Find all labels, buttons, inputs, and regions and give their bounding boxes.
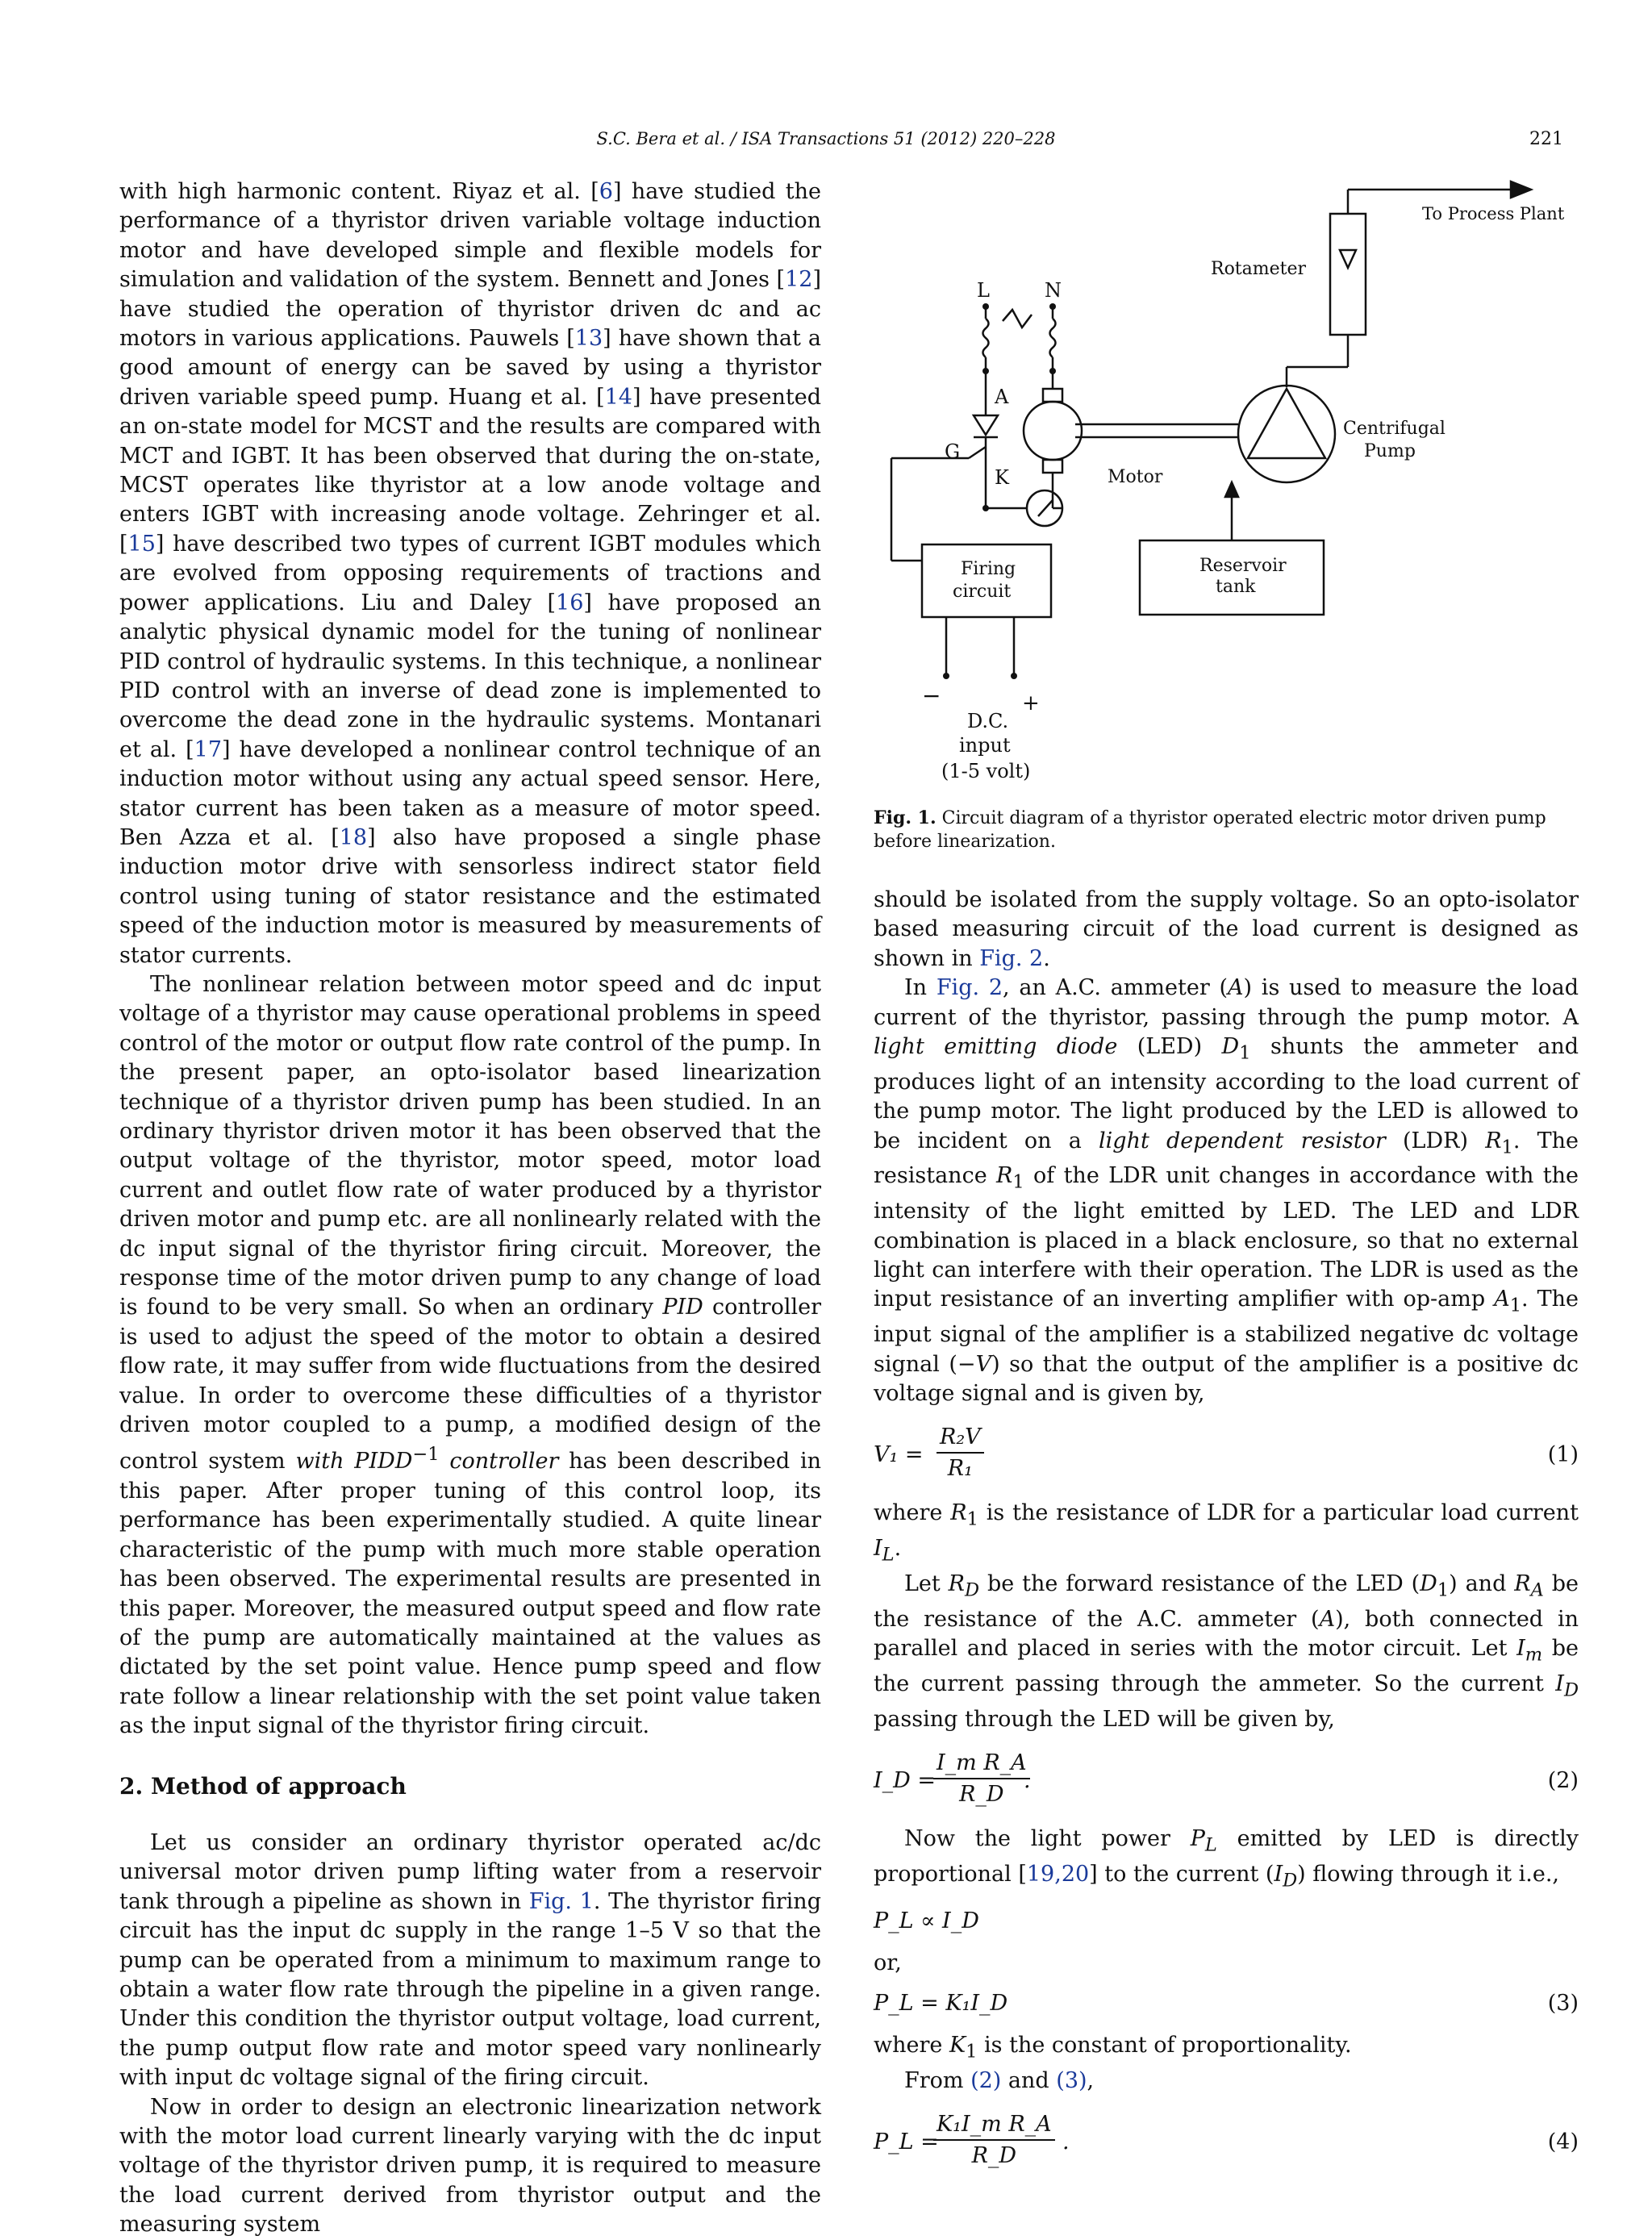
equation-number: (3) bbox=[1547, 1991, 1579, 2017]
label-pump-2: Pump bbox=[1364, 441, 1416, 461]
page-number: 221 bbox=[1529, 129, 1563, 149]
equation-4: P_L = $\frac{\text{K₁I\_m R\_A}}{R\_D}$ . (4) bbox=[874, 2112, 1579, 2169]
label-dc-2: input bbox=[959, 734, 1011, 757]
label-pump-1: Centrifugal bbox=[1343, 419, 1446, 439]
proportionality: P_L ∝ I_D bbox=[874, 1908, 979, 1933]
equation-link[interactable]: (2) bbox=[970, 2068, 1002, 2094]
equation-2: I_D = $\frac{\text{I\_m R\_A}}{R\_D}$ . (2) bbox=[874, 1750, 1579, 1808]
running-head: S.C. Bera et al. / ISA Transactions 51 (2012) 220–228 bbox=[596, 129, 1056, 148]
citation-link[interactable]: 15 bbox=[127, 531, 156, 557]
citation-link[interactable]: 18 bbox=[339, 824, 368, 850]
figure-1 bbox=[874, 177, 1579, 807]
equation-3: P_L = K₁I_D (3) bbox=[874, 1989, 1579, 2020]
paragraph: where $K_1$ is the constant of proportionality. bbox=[874, 2033, 1352, 2063]
label-firing-1: Firing bbox=[961, 559, 1016, 579]
paragraph: with high harmonic content. Riyaz et al. [6] have studied the performance of a thyristor driven variable voltage induction motor and have developed simple and flexible models for simulation and validation of the system. Bennett and Jones [12] have studied the operation of thyristor driven dc and ac motors in various applications. Pauwels [13] have shown that a good amount of energy can be saved by using a thyristor driven variable speed pump. Huang et al. [14] have presented an on-state model for MCST and the results are compared with MCT and IGBT. It has been observed that during the on-state, MCST operates like thyristor at a low anode voltage and enters IGBT with increasing anode voltage. Zehringer et al. [15] have described two types of current IGBT modules which are evolved from opposing requirements of tractions and power applications. Liu and Daley [16] have proposed an analytic physical dynamic model for the tuning of nonlinear PID control of hydraulic systems. In this technique, a nonlinear PID control with an inverse of dead zone is implemented to overcome the dead zone in the hydraulic systems. Montanari et al. [17] have developed a nonlinear control technique of an induction motor without using any actual speed sensor. Here, stator current has been taken as a measure of motor speed. Ben Azza et al. [18] also have proposed a single phase induction motor drive with sensorless indirect stator field control using tuning of stator resistance and the estimated speed of the induction motor is measured by measurements of stator currents. bbox=[119, 179, 822, 968]
equation-number: (4) bbox=[1547, 2129, 1579, 2155]
left-column bbox=[119, 177, 821, 2240]
paragraph: Let us consider an ordinary thyristor operated ac/dc universal motor driven pump lifting water from a reservoir tank through a pipeline as shown in Fig. 1. The thyristor firing circuit has the input dc supply in the range 1–5 V so that the pump can be operated from a minimum to maximum range to obtain a water flow rate through the pipeline in a given range. Under this condition the thyristor output voltage, load current, the pump output flow rate and motor speed vary nonlinearly with input dc voltage signal of the firing circuit. bbox=[119, 1829, 821, 2091]
paragraph: The nonlinear relation between motor speed and dc input voltage of a thyristor may cause operational problems in speed control of the motor or output flow rate control of the pump. In the present paper, an opto-isolator based linearization technique of a thyristor driven pump has been studied. In an ordinary thyristor driven motor it has been observed that the output voltage of the thyristor, motor speed, motor load current and outlet flow rate of water produced by a thyristor driven motor and pump etc. are all nonlinearly related with the dc input signal of the thyristor firing circuit. Moreover, the response time of the motor driven pump to any change of load is found to be very small. So when an ordinary PID controller is used to adjust the speed of the motor to obtain a desired flow rate, it may suffer from wide fluctuations from the desired value. In order to overcome these difficulties of a thyristor driven motor coupled to a pump, a modified design of the control system with $PIDD^{-1}$ controller has been described in this paper. After proper tuning of this control loop, its performance has been experimentally studied. A quite linear characteristic of the pump with much more stable operation has been observed. The experimental results are presented in this paper. Moreover, the measured output speed and flow rate of the pump are automatically maintained at the values as dictated by the set point value. Hence pump speed and flow rate follow a linear relationship with the set point value taken as the input signal of the thyristor firing circuit. bbox=[119, 971, 821, 1739]
label-dc-1: D.C. bbox=[967, 710, 1009, 732]
paragraph: Now the light power $P_L$ emitted by LED is directly proportional [19,20] to the current $(I_D)$ flowing through it i.e., bbox=[874, 1826, 1579, 1892]
label-N: N bbox=[1045, 279, 1062, 302]
label-plus: + bbox=[1022, 691, 1040, 715]
figure-link[interactable]: Fig. 2 bbox=[979, 945, 1044, 971]
figure-link[interactable]: Fig. 1 bbox=[528, 1888, 594, 1914]
equation-number: (1) bbox=[1547, 1442, 1579, 1468]
citation-link[interactable]: 16 bbox=[556, 590, 584, 615]
equation-1: V₁ = $\frac{\text{R₂V}}{\text{R₁}}$ (1) bbox=[874, 1425, 1579, 1482]
label-G: G bbox=[945, 440, 961, 463]
section-heading: 2. Method of approach bbox=[119, 1772, 407, 1800]
label-tank-1: Reservoir bbox=[1199, 556, 1287, 576]
page-header bbox=[0, 129, 1652, 155]
paragraph: where $R_1$ is the resistance of LDR for a particular load current $I_L$. bbox=[874, 1500, 1579, 1566]
label-motor: Motor bbox=[1108, 467, 1163, 487]
paragraph: From (2) and (3), bbox=[904, 2068, 1095, 2094]
label-rotameter: Rotameter bbox=[1211, 259, 1307, 279]
label-tank-2: tank bbox=[1216, 577, 1256, 597]
right-column bbox=[874, 177, 1579, 2186]
citation-link[interactable]: 17 bbox=[194, 736, 223, 762]
citation-link[interactable]: 14 bbox=[604, 384, 632, 410]
label-firing-2: circuit bbox=[953, 582, 1012, 602]
paragraph: In Fig. 2, an A.C. ammeter (A) is used to measure the load current of the thyristor, passing through the pump motor. A light emitting diode (LED) $D_1$ shunts the ammeter and produces light of an intensity according to the load current of the pump motor. The light produced by the LED is allowed to be incident on a light dependent resistor (LDR) $R_1$. The resistance $R_1$ of the LDR unit changes in accordance with the intensity of the light emitted by LED. The LED and LDR combination is placed in a black enclosure, so that no external light can interfere with their operation. The LDR is used as the input resistance of an inverting amplifier with op-amp $A_1$. The input signal of the amplifier is a stabilized negative dc voltage signal (−V) so that the output of the amplifier is a positive dc voltage signal and is given by, bbox=[874, 975, 1579, 1407]
label-L: L bbox=[977, 279, 990, 302]
label-process-plant: To Process Plant bbox=[1422, 204, 1565, 223]
equation-link[interactable]: (3) bbox=[1056, 2068, 1087, 2094]
paragraph: Let $R_D$ be the forward resistance of the LED $(D_1)$ and $R_A$ be the resistance of the A.C. ammeter (A), both connected in parallel and placed in series with the motor circuit. Let $I_m$ be the current passing through the ammeter. So the current $I_D$ passing through the LED will be given by, bbox=[874, 1571, 1579, 1732]
label-minus: − bbox=[922, 682, 941, 709]
paragraph: should be isolated from the supply voltage. So an opto-isolator based measuring circuit of the load current is designed as shown in Fig. 2. bbox=[874, 887, 1579, 971]
citation-link[interactable]: 6 bbox=[599, 179, 613, 204]
circuit-diagram bbox=[874, 177, 1579, 807]
paragraph: Now in order to design an electronic linearization network with the motor load current linearly varying with the dc input voltage of the thyristor driven pump, it is required to measure the load current derived from thyristor output and the measuring system bbox=[119, 2094, 821, 2238]
label-K: K bbox=[995, 466, 1009, 489]
citation-link[interactable]: 13 bbox=[574, 326, 603, 352]
label-A: A bbox=[995, 386, 1009, 408]
figure-link[interactable]: Fig. 2 bbox=[936, 975, 1003, 1001]
figure-caption: Fig. 1. Circuit diagram of a thyristor operated electric motor driven pump before linearization. bbox=[874, 807, 1546, 852]
label-dc-3: (1-5 volt) bbox=[941, 760, 1031, 782]
equation-number: (2) bbox=[1547, 1768, 1579, 1794]
citation-link[interactable]: 19,20 bbox=[1026, 1862, 1090, 1888]
citation-link[interactable]: 12 bbox=[785, 267, 813, 293]
paragraph: or, bbox=[874, 1950, 902, 1975]
